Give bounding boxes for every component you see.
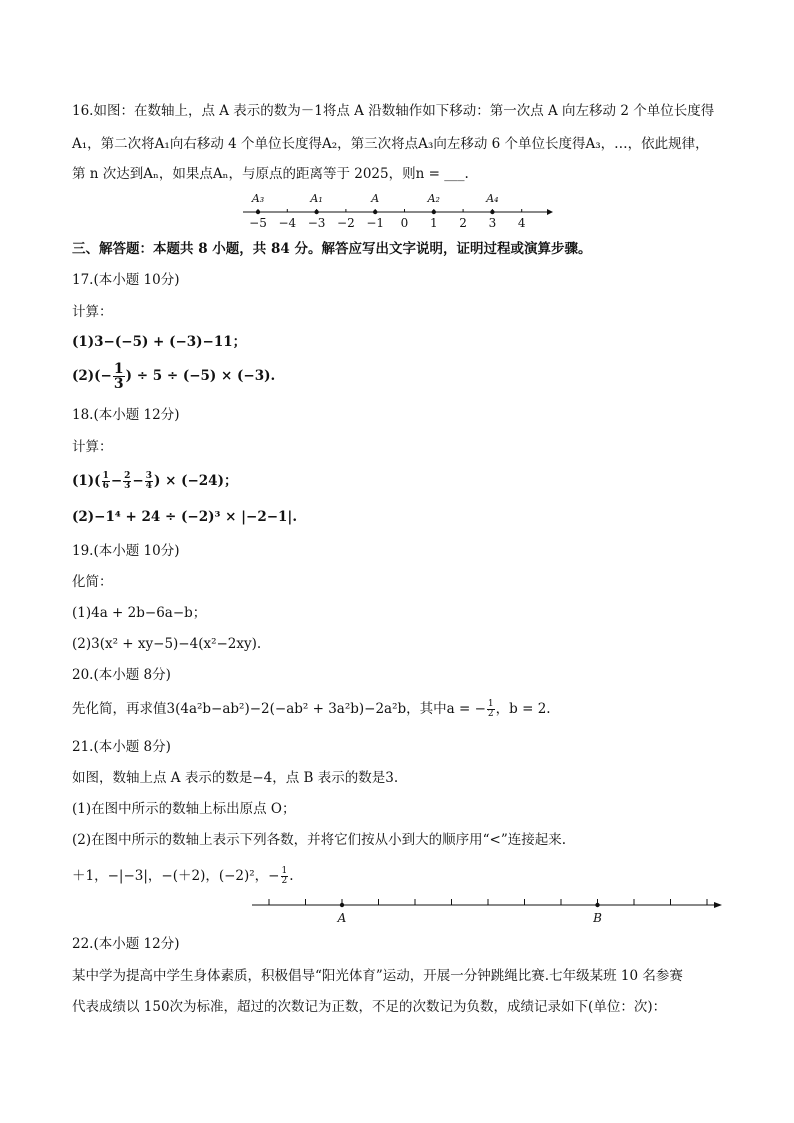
q20-text-a: 先化简，再求值3(4a²b−ab²)−2(−ab² + 3a²b)−2a²b，其中a = −	[72, 701, 486, 717]
q18-part-1: (1)( $\frac{1}{6}$ − $\frac{2}{3}$ − $\frac{3}{4}$ ) × (−24)；	[72, 471, 238, 491]
q22-heading: 22.(本小题 12分)	[72, 936, 180, 952]
q20-text-b: ，b = 2.	[495, 701, 551, 717]
q16-tick-label: −5	[249, 216, 267, 230]
q16-point-label: A	[371, 192, 380, 205]
q20-frac-den: 2	[487, 709, 494, 719]
q16-point-label: A₄	[486, 192, 499, 205]
q18-part-2: (2)−1⁴ + 24 ÷ (−2)³ × |−2−1|.	[72, 509, 298, 525]
q21-list-a: ＋1，−|−3|，−(＋2)，(−2)²，−	[72, 868, 280, 884]
q21-point	[595, 903, 599, 907]
q16-point-label: A₁	[310, 192, 323, 205]
q16-line-2: A₁，第二次将A₁向右移动 4 个单位长度得A₂，第三次将点A₃向左移动 6 个单位长度得A₃，…，依此规律，	[72, 136, 709, 152]
q21-number-line	[248, 893, 726, 929]
q16-point-label: A₃	[251, 192, 265, 205]
q16-tick-label: −2	[337, 216, 355, 230]
q17-frac-den: 3	[113, 376, 124, 392]
q16-number-line	[235, 188, 555, 230]
section-3-heading: 三、解答题：本题共 8 小题，共 84 分。解答应写出文字说明，证明过程或演算步骤。	[72, 241, 592, 257]
q16-tick-label: 4	[517, 216, 526, 230]
q20-frac-num: 1	[487, 699, 494, 709]
q16-point	[256, 210, 260, 214]
q18-frac-2	[123, 472, 131, 491]
q21-point-label: B	[593, 911, 602, 925]
q19-intro: 化简：	[72, 574, 113, 590]
q17-part-2	[72, 362, 275, 391]
q18-intro: 计算：	[72, 439, 113, 455]
q19-part-1: (1)4a + 2b−6a−b；	[72, 605, 207, 621]
q16-tick-label: 1	[429, 216, 438, 230]
q19-heading: 19.(本小题 10分)	[72, 543, 180, 559]
q18-frac-3	[145, 472, 153, 491]
q17-fraction	[113, 362, 125, 391]
q16-tick-label: 2	[459, 216, 467, 230]
q17-intro: 计算：	[72, 304, 113, 320]
q22-line-1: 某中学为提高中学生身体素质，积极倡导“阳光体育”运动，开展一分钟跳绳比赛.七年级某班 10 名参赛	[72, 968, 683, 984]
q16-tick-label: −4	[278, 216, 297, 230]
q16-line-1: 16.如图：在数轴上，点 A 表示的数为－1将点 A 沿数轴作如下移动：第一次点 A 向左移动 2 个单位长度得	[72, 103, 715, 119]
q21-frac-num: 1	[281, 866, 288, 876]
q16-tick-label: 0	[400, 216, 409, 230]
q17-heading: 17.(本小题 10分)	[72, 272, 180, 288]
q16-point-label: A₂	[427, 192, 440, 205]
q16-point	[432, 210, 436, 214]
q18-frac-2-den: 3	[124, 481, 131, 491]
q16-tick-label: −3	[307, 216, 326, 230]
q18-part-1-b: ) × (−24)；	[153, 473, 238, 489]
q18-frac-3-den: 4	[145, 481, 152, 491]
q16-tick-label: −1	[366, 216, 385, 230]
q16-point	[314, 210, 318, 214]
q16-line-3: 第 n 次达到Aₙ，如果点Aₙ，与原点的距离等于 2025，则n = ___.	[72, 166, 469, 182]
q17-part-1: (1)3−(−5) + (−3)−11；	[72, 334, 247, 350]
q21-list-b: .	[289, 868, 294, 884]
q20-heading: 20.(本小题 8分)	[72, 667, 171, 683]
q17-part-2-b: ) ÷ 5 ÷ (−5) × (−3).	[125, 368, 276, 384]
q18-frac-3-num: 3	[145, 471, 152, 481]
q16-tick-label: 3	[488, 216, 497, 230]
q18-frac-1-den: 6	[102, 481, 109, 491]
q18-frac-1	[102, 472, 110, 491]
q21-fraction	[281, 867, 289, 886]
q17-part-2-a: (2)(−	[72, 368, 112, 384]
q21-line-1: 如图，数轴上点 A 表示的数是−4，点 B 表示的数是3.	[72, 770, 399, 786]
q18-frac-2-num: 2	[124, 471, 131, 481]
q17-frac-num: 1	[113, 361, 124, 377]
q16-point	[373, 210, 377, 214]
q21-part-1: (1)在图中所示的数轴上标出原点 O；	[72, 801, 296, 817]
q20-fraction	[487, 700, 495, 719]
q16-point	[490, 210, 494, 214]
q18-heading: 18.(本小题 12分)	[72, 407, 180, 423]
q21-number-list	[72, 867, 294, 886]
q19-part-2: (2)3(x² + xy−5)−4(x²−2xy).	[72, 636, 262, 652]
q21-part-2: (2)在图中所示的数轴上表示下列各数，并将它们按从小到大的顺序用“<”连接起来.	[72, 832, 567, 848]
q18-frac-1-num: 1	[102, 471, 109, 481]
q21-heading: 21.(本小题 8分)	[72, 739, 171, 755]
q18-part-1-a: (1)(	[72, 473, 101, 489]
q20-text	[72, 700, 551, 719]
q22-line-2: 代表成绩以 150次为标准，超过的次数记为正数，不足的次数记为负数，成绩记录如下(单位：次)：	[72, 999, 667, 1015]
q21-point-label: A	[337, 911, 347, 925]
q21-frac-den: 2	[281, 876, 288, 886]
q21-point	[340, 903, 344, 907]
